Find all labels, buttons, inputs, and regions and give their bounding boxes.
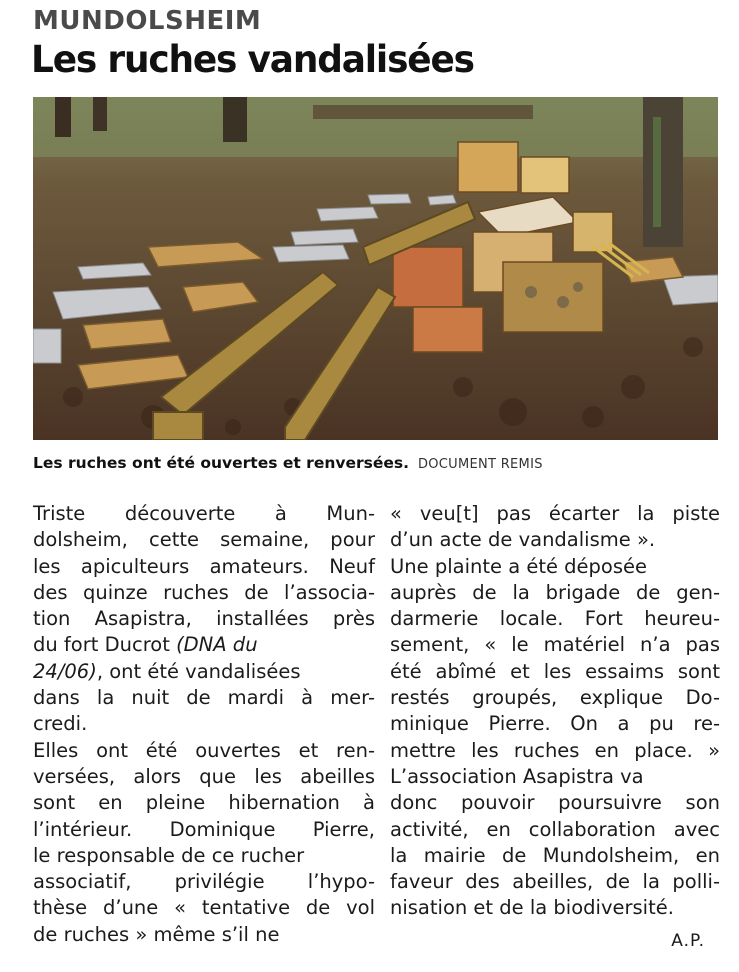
body-line: sement, « le matériel n’a pas [390,633,720,657]
body-line: activité, en collaboration avec [390,817,720,841]
body-line: nisation et de la biodiversité. [390,896,674,920]
body-text: du fort Ducrot [33,633,170,657]
article-headline: Les ruches vandalisées [31,38,474,81]
body-line: d’un acte de vandalisme ». [390,528,656,552]
body-line: versées, alors que les abeilles [33,764,375,788]
body-line: été abîmé et les essaims sont [390,659,720,683]
photo-credit: DOCUMENT REMIS [417,457,543,472]
body-line: Triste découverte à Mun- [33,502,375,525]
section-kicker: MUNDOLSHEIM [33,6,262,36]
body-line: credi. [33,712,88,736]
body-line: restés groupés, explique Do- [390,686,720,710]
body-reference: (DNA du [176,633,258,657]
body-line: des quinze ruches de l’associa- [33,580,375,604]
body-line: de ruches » même s’il ne [33,922,280,946]
article-body-right-column [390,501,720,922]
body-line: les apiculteurs amateurs. Neuf [33,554,375,578]
body-line: thèse d’une « tentative de vol [33,896,375,920]
photo-caption [33,454,543,472]
body-line: darmerie locale. Fort heureu- [390,607,720,631]
body-line: minique Pierre. On a pu re- [390,712,720,736]
body-line: dolsheim, cette semaine, pour [33,528,375,552]
article-body-left-column [33,501,375,948]
body-line: L’association Asapistra va [390,764,644,788]
body-line: auprès de la brigade de gen- [390,580,720,604]
author-signature: A.P. [671,931,705,951]
body-line: sont en pleine hibernation à [33,791,375,815]
overturned-beehives-photo [33,97,718,440]
body-line: associatif, privilégie l’hypo- [33,870,375,894]
body-line: tion Asapistra, installées près [33,607,375,631]
body-reference: 24/06) [33,659,97,683]
body-line: mettre les ruches en place. » [390,738,720,762]
article-photo [33,97,718,440]
caption-text: Les ruches ont été ouvertes et renversées. [33,454,409,472]
body-line: Elles ont été ouvertes et ren- [33,738,375,762]
body-line [33,632,375,658]
body-line: Une plainte a été déposée [390,554,648,578]
body-line: faveur des abeilles, de la polli- [390,870,720,894]
body-line: donc pouvoir poursuivre son [390,791,720,815]
body-line [33,659,375,685]
body-line: « veu[t] pas écarter la piste [390,502,720,525]
body-line: dans la nuit de mardi à mer- [33,686,375,710]
body-line: la mairie de Mundolsheim, en [390,843,720,867]
body-text: , ont été vandalisées [96,659,301,683]
body-line: l’intérieur. Dominique Pierre, [33,817,375,841]
body-line: le responsable de ce rucher [33,843,305,867]
